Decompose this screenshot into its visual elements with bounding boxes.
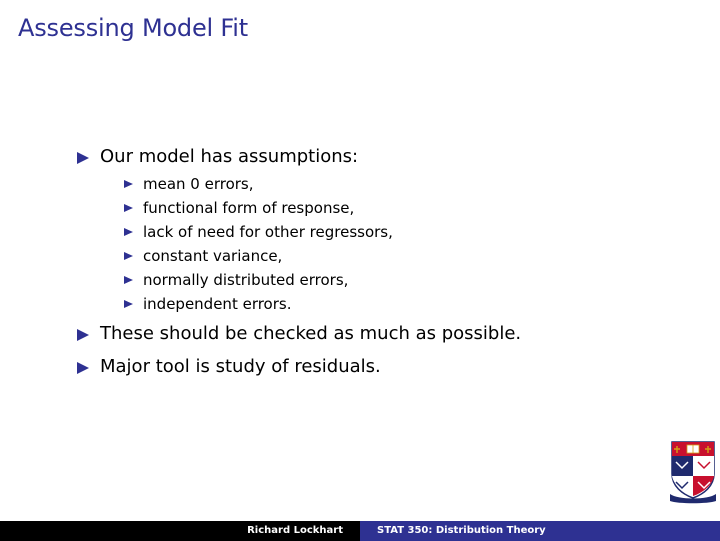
triangle-bullet-icon <box>124 180 133 188</box>
list-item <box>77 353 677 381</box>
sub-list-item-text: lack of need for other regressors, <box>143 223 393 241</box>
sub-list-item-text: constant variance, <box>143 247 283 265</box>
triangle-bullet-icon <box>124 276 133 284</box>
slide-title: Assessing Model Fit <box>18 14 248 42</box>
sub-list-item <box>120 292 677 316</box>
list-item <box>77 320 677 348</box>
list-item-text: Our model has assumptions: <box>100 146 359 167</box>
triangle-bullet-icon <box>77 152 89 164</box>
sub-list-item <box>120 172 677 196</box>
sub-list-item <box>120 220 677 244</box>
list-item <box>77 143 677 316</box>
triangle-bullet-icon <box>124 300 133 308</box>
sub-list-item <box>120 268 677 292</box>
sub-bullet-list <box>100 172 677 316</box>
triangle-bullet-icon <box>77 362 89 374</box>
sub-list-item <box>120 244 677 268</box>
university-crest-icon <box>668 440 718 504</box>
list-item-text: Major tool is study of residuals. <box>100 356 381 377</box>
bullet-list <box>77 143 677 381</box>
footer-bar <box>0 521 720 541</box>
footer-course-title: STAT 350: Distribution Theory <box>360 521 720 541</box>
triangle-bullet-icon <box>124 204 133 212</box>
slide-content <box>77 143 677 381</box>
triangle-bullet-icon <box>77 329 89 341</box>
list-item-text: These should be checked as much as possible. <box>100 323 522 344</box>
footer-author: Richard Lockhart <box>0 521 360 541</box>
sub-list-item-text: independent errors. <box>143 295 292 313</box>
triangle-bullet-icon <box>124 228 133 236</box>
sub-list-item-text: mean 0 errors, <box>143 175 254 193</box>
sub-list-item-text: normally distributed errors, <box>143 271 349 289</box>
sub-list-item <box>120 196 677 220</box>
triangle-bullet-icon <box>124 252 133 260</box>
sub-list-item-text: functional form of response, <box>143 199 355 217</box>
